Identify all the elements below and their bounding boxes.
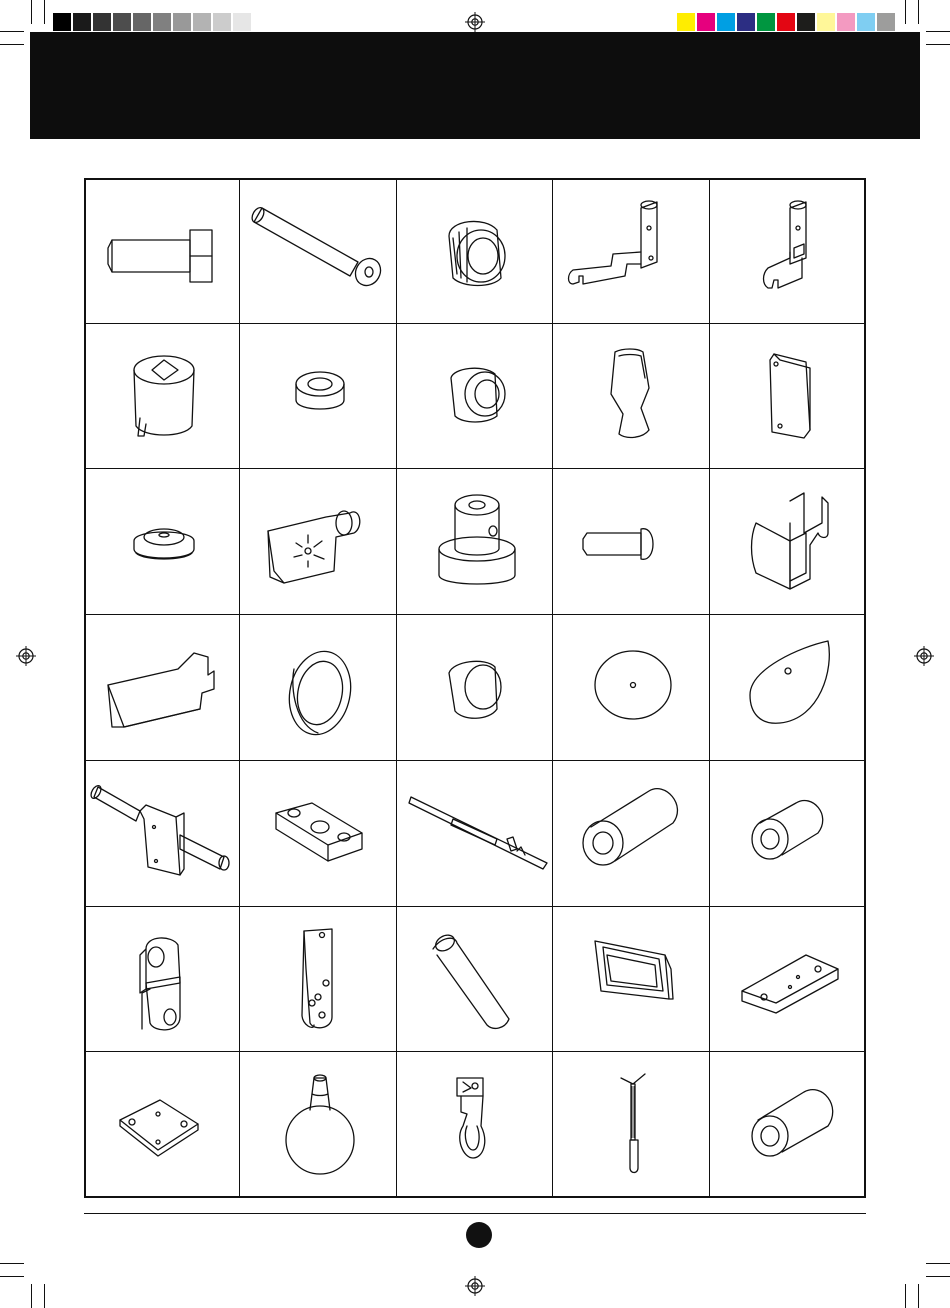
gray-swatch (92, 12, 112, 32)
part-cell-r4-c2 (240, 615, 396, 761)
parts-grid (84, 178, 866, 1198)
footer-rule (84, 1213, 866, 1214)
color-swatch (796, 12, 816, 32)
gray-swatch (172, 12, 192, 32)
part-cell-r5-c1 (84, 761, 240, 907)
color-swatch (696, 12, 716, 32)
part-cell-r5-c2 (240, 761, 396, 907)
part-cell-r4-c5 (710, 615, 866, 761)
color-swatch (676, 12, 696, 32)
rectangular-plate-icon (710, 907, 866, 1053)
gray-swatch (252, 12, 272, 32)
short-foam-roller-icon (710, 761, 866, 907)
cable-strap-icon (397, 761, 553, 907)
part-cell-r7-c2 (240, 1052, 396, 1198)
foam-roller-icon (710, 1052, 866, 1198)
arm-bracket-icon (84, 615, 240, 761)
part-cell-r6-c4 (553, 907, 709, 1053)
ring-washer-icon (240, 324, 396, 470)
part-cell-r3-c3 (397, 469, 553, 615)
square-plate-icon (84, 1052, 240, 1198)
part-cell-r5-c3 (397, 761, 553, 907)
registration-mark-icon (914, 646, 934, 666)
crop-mark (31, 1284, 32, 1308)
gray-swatch (192, 12, 212, 32)
gray-swatch (232, 12, 252, 32)
crop-mark (918, 1284, 919, 1308)
part-cell-r2-c5 (710, 324, 866, 470)
gray-swatch (212, 12, 232, 32)
page-number-badge (466, 1222, 492, 1248)
color-swatch (876, 12, 896, 32)
gray-swatch (112, 12, 132, 32)
hex-bolt-icon (84, 178, 240, 324)
part-cell-r1-c4 (553, 178, 709, 324)
ball-knob-icon (240, 1052, 396, 1198)
part-cell-r3-c4 (553, 469, 709, 615)
round-foot-icon (84, 469, 240, 615)
registration-mark-icon (465, 1276, 485, 1296)
three-hole-block-icon (240, 761, 396, 907)
part-cell-r3-c2 (240, 469, 396, 615)
part-cell-r2-c4 (553, 324, 709, 470)
part-cell-r7-c4 (553, 1052, 709, 1198)
gray-swatch (152, 12, 172, 32)
round-grip-icon (397, 907, 553, 1053)
crop-mark (31, 0, 32, 24)
flanged-bushing-icon (397, 324, 553, 470)
allen-key-icon (553, 1052, 709, 1198)
color-swatch (716, 12, 736, 32)
registration-mark-icon (465, 12, 485, 32)
double-clevis-icon (84, 907, 240, 1053)
crop-mark (0, 1276, 24, 1277)
stepped-knob-icon (397, 469, 553, 615)
rectangular-pad-icon (710, 324, 866, 470)
weight-horn-bracket-icon (84, 761, 240, 907)
part-cell-r2-c2 (240, 324, 396, 470)
crop-mark (905, 1284, 906, 1308)
square-end-cap-icon (84, 324, 240, 470)
color-swatch (836, 12, 856, 32)
crop-mark (0, 31, 24, 32)
crop-mark (926, 1263, 950, 1264)
gray-swatch (52, 12, 72, 32)
tube-bracket-left-icon (553, 178, 709, 324)
part-cell-r6-c2 (240, 907, 396, 1053)
crop-mark (44, 0, 45, 24)
crop-mark (44, 1284, 45, 1308)
j-hook-bracket-icon (710, 469, 866, 615)
part-cell-r3-c5 (710, 469, 866, 615)
part-cell-r7-c1 (84, 1052, 240, 1198)
round-cap-icon (397, 615, 553, 761)
round-bushing-icon (397, 178, 553, 324)
crop-mark (0, 44, 24, 45)
part-cell-r2-c3 (397, 324, 553, 470)
rectangular-cap-icon (553, 907, 709, 1053)
crop-mark (926, 44, 950, 45)
dome-pin-icon (553, 469, 709, 615)
flat-disc-icon (553, 615, 709, 761)
long-pin-icon (240, 178, 396, 324)
part-cell-r6-c5 (710, 907, 866, 1053)
part-cell-r7-c3 (397, 1052, 553, 1198)
part-cell-r1-c2 (240, 178, 396, 324)
snap-hook-icon (397, 1052, 553, 1198)
header-band (30, 32, 920, 139)
crop-mark (918, 0, 919, 24)
crop-mark (926, 31, 950, 32)
part-cell-r1-c5 (710, 178, 866, 324)
part-cell-r4-c4 (553, 615, 709, 761)
part-cell-r3-c1 (84, 469, 240, 615)
color-swatch (856, 12, 876, 32)
part-cell-r5-c4 (553, 761, 709, 907)
color-swatch (816, 12, 836, 32)
u-clevis-icon (240, 907, 396, 1053)
part-cell-r6-c1 (84, 907, 240, 1053)
gray-scale-bar (52, 12, 272, 32)
part-cell-r5-c5 (710, 761, 866, 907)
crop-mark (905, 0, 906, 24)
pulley-bracket-icon (240, 469, 396, 615)
crop-mark (0, 1263, 24, 1264)
color-calibration-bar (676, 12, 896, 32)
color-swatch (776, 12, 796, 32)
part-cell-r6-c3 (397, 907, 553, 1053)
part-cell-r2-c1 (84, 324, 240, 470)
part-cell-r1-c1 (84, 178, 240, 324)
registration-mark-icon (16, 646, 36, 666)
part-cell-r4-c3 (397, 615, 553, 761)
part-cell-r1-c3 (397, 178, 553, 324)
half-disc-plate-icon (710, 615, 866, 761)
tube-bracket-right-icon (710, 178, 866, 324)
color-swatch (756, 12, 776, 32)
part-cell-r4-c1 (84, 615, 240, 761)
large-ring-icon (240, 615, 396, 761)
part-cell-r7-c5 (710, 1052, 866, 1198)
gray-swatch (132, 12, 152, 32)
crop-mark (926, 1276, 950, 1277)
color-swatch (736, 12, 756, 32)
long-foam-roller-icon (553, 761, 709, 907)
foot-pad-icon (553, 324, 709, 470)
gray-swatch (72, 12, 92, 32)
